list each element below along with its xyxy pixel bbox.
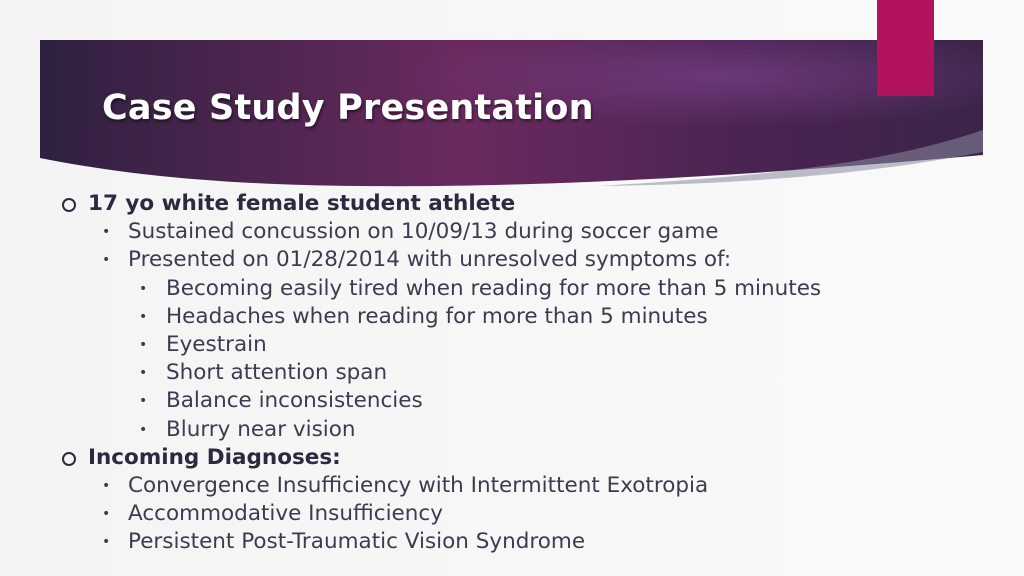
hollow-circle-bullet-icon [62,198,76,212]
bullet-text-level-3: Eyestrain [166,332,267,357]
slide-title: Case Study Presentation [102,88,594,128]
bullet-text-level-3: Headaches when reading for more than 5 minutes [166,303,708,329]
hollow-circle-bullet-icon [62,452,76,466]
bullet-text-level-1: 17 yo white female student athlete [88,191,516,216]
bullet-dot-icon: • [102,534,111,551]
bullet-text-level-2: Sustained concussion on 10/09/13 during soccer game [128,219,719,245]
bullet-dot-icon: • [102,224,111,241]
bullet-dot-icon: • [102,506,111,523]
bullet-text-level-3: Balance inconsistencies [166,388,423,414]
bullet-text-level-2: Convergence Insufficiency with Intermittent Exotropia [128,473,709,498]
bullet-dot-icon: • [139,308,148,325]
bullet-dot-icon: • [102,478,111,494]
bullet-text-level-3: Becoming easily tired when reading for more than 5 minutes [166,275,822,301]
bullet-dot-icon: • [139,393,148,410]
bullet-dot-icon: • [139,337,148,353]
bullet-text-level-3: Short attention span [166,360,388,386]
bullet-text-level-1: Incoming Diagnoses: [88,444,341,470]
bullet-text-level-2: Accommodative Insufficiency [128,501,443,527]
accent-tab [877,0,934,96]
bullet-dot-icon: • [102,252,111,269]
bullet-dot-icon: • [139,280,148,297]
bullet-text-level-3: Blurry near vision [166,416,356,442]
bullet-text-level-2: Persistent Post-Traumatic Vision Syndrome [128,529,586,555]
bullet-dot-icon: • [139,421,148,438]
bullet-dot-icon: • [139,365,148,382]
bullet-text-level-2: Presented on 01/28/2014 with unresolved symptoms of: [128,247,732,273]
